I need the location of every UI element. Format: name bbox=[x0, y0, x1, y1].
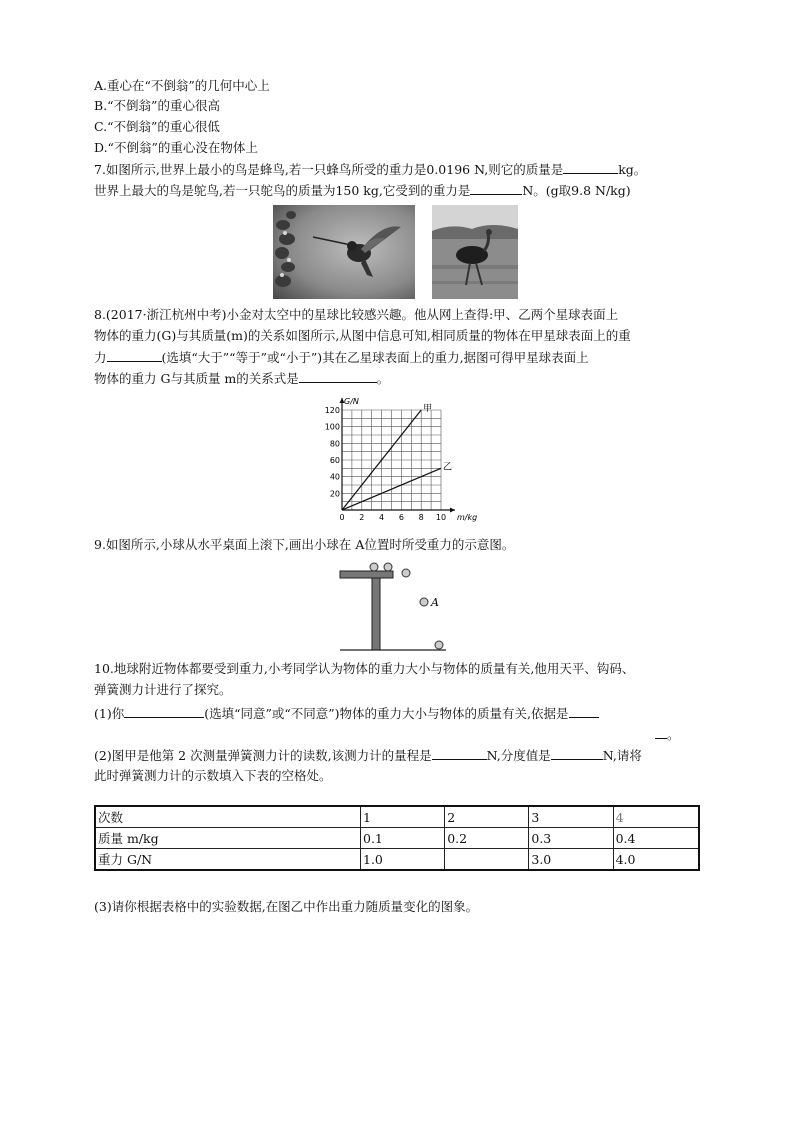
q10-p2 bbox=[94, 747, 642, 764]
y-axis-label: G/N bbox=[344, 397, 359, 406]
table-row bbox=[95, 849, 699, 871]
y-tick-label: 40 bbox=[329, 472, 340, 482]
table-header-cell: 1 bbox=[361, 806, 445, 828]
table-leg bbox=[372, 578, 380, 650]
ostrich-photo bbox=[432, 205, 518, 299]
q7-line1 bbox=[94, 161, 646, 178]
x-tick-label: 0 bbox=[339, 513, 345, 522]
table-cell: 0.4 bbox=[613, 828, 699, 849]
ball bbox=[435, 641, 443, 649]
x-tick-label: 2 bbox=[359, 513, 365, 522]
x-tick-label: 8 bbox=[418, 513, 424, 522]
point-a-label: A bbox=[431, 596, 439, 609]
q10-p2-line2: 此时弹簧测力计的示数填入下表的空格处。 bbox=[94, 768, 332, 783]
x-axis-arrow bbox=[450, 508, 455, 513]
y-tick-label: 20 bbox=[329, 489, 340, 499]
q8-blank-compare[interactable] bbox=[107, 349, 162, 362]
q8-text-b: (选填“大于”“等于”或“小于”)其在乙星球表面上的重力,据图可得甲星球表面上 bbox=[161, 350, 589, 365]
q10-p3: (3)请你根据表格中的实验数据,在图乙中作出重力随质量变化的图象。 bbox=[94, 899, 479, 914]
table-cell: 0.2 bbox=[445, 828, 529, 849]
table-cell: 0.1 bbox=[361, 828, 445, 849]
q7-blank-mass[interactable] bbox=[563, 161, 618, 174]
q8-text-c: 物体的重力 G与其质量 m的关系式是 bbox=[94, 371, 299, 386]
q10-p1-end: 。 bbox=[667, 727, 680, 742]
q8-blank-formula[interactable] bbox=[299, 370, 377, 383]
series-label: 乙 bbox=[443, 462, 453, 473]
q10-blank-agree[interactable] bbox=[124, 705, 204, 718]
q7-text-d: N。(g取9.8 N/kg) bbox=[522, 183, 631, 198]
q8-line4 bbox=[94, 370, 389, 387]
x-tick-label: 4 bbox=[379, 513, 385, 522]
q7-text-c: 世界上最大的鸟是鸵鸟,若一只鸵鸟的质量为150 kg,它受到的重力是 bbox=[94, 183, 471, 198]
table-header-cell: 4 bbox=[613, 806, 699, 828]
ball-a bbox=[420, 598, 428, 606]
q8-text-d: 。 bbox=[376, 371, 390, 386]
table-ball-diagram bbox=[336, 560, 448, 656]
tabletop bbox=[340, 571, 393, 578]
x-tick-label: 10 bbox=[435, 513, 447, 522]
q8-text-a: 力 bbox=[94, 350, 107, 365]
option-b: B.“不倒翁”的重心很高 bbox=[94, 98, 220, 113]
option-d: D.“不倒翁”的重心没在物体上 bbox=[94, 140, 258, 155]
q8-line2: 物体的重力(G)与其质量(m)的关系如图所示,从图中信息可知,相同质量的物体在甲星球表面上的重 bbox=[94, 328, 631, 343]
table-header-cell: 2 bbox=[445, 806, 529, 828]
x-axis-label: m/kg bbox=[457, 513, 478, 522]
q10-p1-text-a: (1)你 bbox=[94, 706, 125, 721]
data-table bbox=[94, 805, 700, 871]
y-tick-label: 60 bbox=[329, 456, 340, 465]
q10-blank-division[interactable] bbox=[551, 747, 603, 760]
hummingbird-photo bbox=[273, 205, 415, 299]
q7-text-a: 7.如图所示,世界上最小的鸟是蜂鸟,若一只蜂鸟所受的重力是0.0196 N,则它的质量是 bbox=[94, 162, 564, 177]
table-cell: 质量 m/kg bbox=[95, 828, 361, 849]
q10-p1-cont bbox=[655, 726, 680, 743]
q7-text-b: kg。 bbox=[618, 162, 647, 177]
q10-blank-reason-cont[interactable] bbox=[655, 726, 667, 739]
table-header-row bbox=[95, 806, 699, 828]
q10-p2-text-c: N,请将 bbox=[602, 748, 642, 763]
q10-p1 bbox=[94, 705, 599, 722]
q10-line2: 弹簧测力计进行了探究。 bbox=[94, 682, 232, 697]
table-cell-empty-input[interactable] bbox=[445, 849, 529, 871]
gravity-mass-chart bbox=[322, 395, 482, 527]
q7-blank-weight[interactable] bbox=[470, 182, 522, 195]
q10-blank-range[interactable] bbox=[432, 747, 487, 760]
table-cell: 4.0 bbox=[613, 849, 699, 871]
table-header-cell: 3 bbox=[529, 806, 613, 828]
q9-text: 9.如图所示,小球从水平桌面上滚下,画出小球在 A位置时所受重力的示意图。 bbox=[94, 537, 515, 552]
y-tick-label: 120 bbox=[324, 406, 340, 415]
q10-p2-text-a: (2)图甲是他第 2 次测量弹簧测力计的读数,该测力计的量程是 bbox=[94, 748, 432, 763]
q7-line2 bbox=[94, 182, 631, 199]
q8-line1: 8.(2017·浙江杭州中考)小金对太空中的星球比较感兴趣。他从网上查得:甲、乙两个星球表面上 bbox=[94, 307, 619, 322]
q8-line3 bbox=[94, 349, 589, 366]
table-header-cell: 次数 bbox=[95, 806, 361, 828]
option-c: C.“不倒翁”的重心很低 bbox=[94, 119, 220, 134]
table-cell: 0.3 bbox=[529, 828, 613, 849]
ball bbox=[370, 563, 378, 571]
table-cell: 重力 G/N bbox=[95, 849, 361, 871]
table-row bbox=[95, 828, 699, 849]
y-tick-label: 80 bbox=[329, 439, 340, 449]
y-tick-label: 100 bbox=[324, 422, 340, 432]
option-a: A.重心在“不倒翁”的几何中心上 bbox=[94, 78, 270, 93]
ball bbox=[384, 563, 392, 571]
ball bbox=[402, 569, 410, 577]
q10-blank-reason[interactable] bbox=[569, 705, 599, 718]
q10-p2-text-b: N,分度值是 bbox=[486, 748, 551, 763]
x-tick-label: 6 bbox=[398, 513, 404, 522]
table-cell: 3.0 bbox=[529, 849, 613, 871]
q10-p1-text-b: (选填“同意”或“不同意”)物体的重力大小与物体的质量有关,依据是 bbox=[204, 706, 569, 721]
q10-line1: 10.地球附近物体都要受到重力,小考同学认为物体的重力大小与物体的质量有关,他用天平、钩码、 bbox=[94, 661, 635, 676]
table-cell: 1.0 bbox=[361, 849, 445, 871]
series-label: 甲 bbox=[423, 404, 433, 414]
